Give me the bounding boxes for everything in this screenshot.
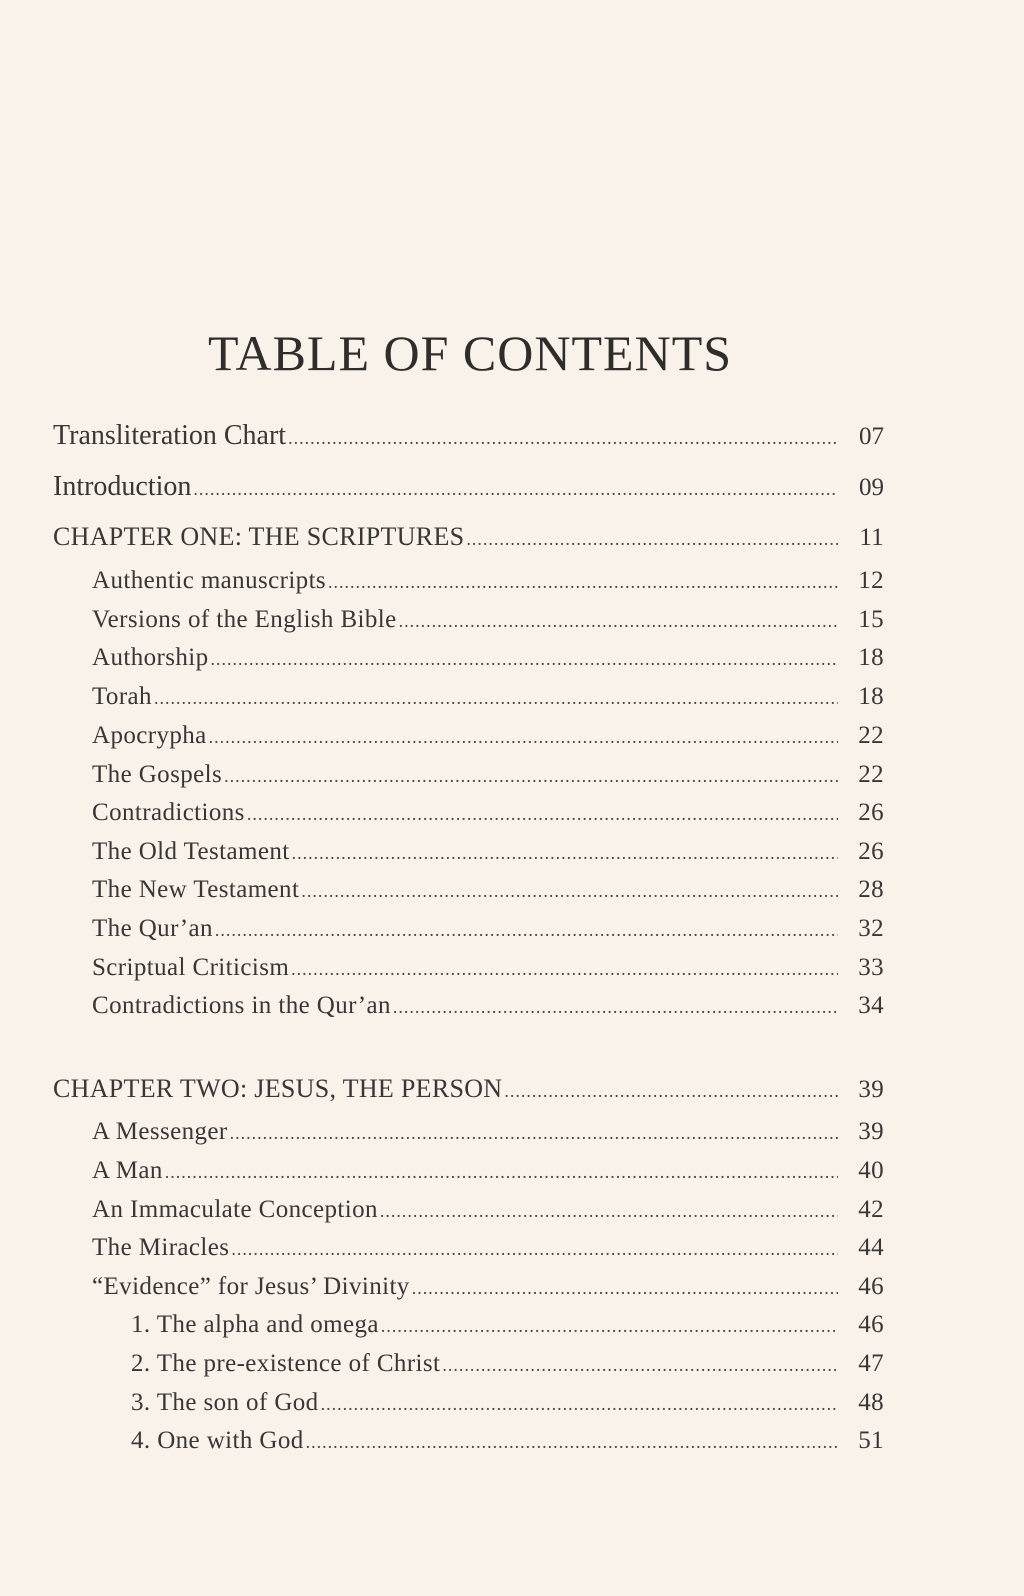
toc-chapter-entry xyxy=(53,1074,884,1104)
toc-entry xyxy=(92,876,884,904)
toc-entry xyxy=(92,799,884,827)
dot-leader xyxy=(193,479,838,500)
entry-page: 26 xyxy=(858,799,884,826)
entry-label: The New Testament xyxy=(92,876,300,903)
entry-page: 39 xyxy=(858,1076,884,1103)
entry-label: Scriptual Criticism xyxy=(92,954,290,981)
dot-leader xyxy=(321,1394,838,1415)
dot-leader xyxy=(393,997,838,1018)
entry-label: The Qur’an xyxy=(92,915,213,942)
entry-label: The Gospels xyxy=(92,761,223,788)
entry-label: Contradictions in the Qur’an xyxy=(92,992,391,1019)
entry-page: 15 xyxy=(858,606,884,633)
entry-label: A Man xyxy=(92,1157,163,1184)
entry-label: The Old Testament xyxy=(92,838,290,865)
entry-label: CHAPTER TWO: JESUS, THE PERSON xyxy=(53,1074,503,1103)
toc-entry xyxy=(92,644,884,672)
toc-entry xyxy=(92,838,884,866)
toc-entry xyxy=(92,954,884,982)
entry-page: 09 xyxy=(859,474,884,501)
entry-label: 4. One with God xyxy=(131,1427,304,1454)
toc-entry xyxy=(92,722,884,750)
entry-label: “Evidence” for Jesus’ Divinity xyxy=(92,1273,410,1300)
entry-label: Versions of the English Bible xyxy=(92,606,397,633)
toc-entry xyxy=(92,1157,884,1185)
entry-page: 48 xyxy=(858,1389,884,1416)
dot-leader xyxy=(328,572,838,593)
dot-leader xyxy=(381,1316,838,1337)
toc-entry xyxy=(92,761,884,789)
entry-page: 12 xyxy=(858,567,884,594)
dot-leader xyxy=(215,920,838,941)
toc-entry xyxy=(92,915,884,943)
toc-entry xyxy=(53,471,884,503)
entry-page: 40 xyxy=(858,1157,884,1184)
entry-page: 11 xyxy=(859,524,884,551)
toc-entry xyxy=(92,1118,884,1146)
toc-entry xyxy=(92,683,884,711)
entry-page: 28 xyxy=(858,876,884,903)
entry-label: The Miracles xyxy=(92,1234,230,1261)
toc-subentry xyxy=(131,1311,884,1339)
dot-leader xyxy=(211,649,839,670)
entry-page: 26 xyxy=(858,838,884,865)
entry-label: Transliteration Chart xyxy=(53,420,287,451)
dot-leader xyxy=(306,1432,838,1453)
entry-page: 51 xyxy=(858,1427,884,1454)
entry-label: Contradictions xyxy=(92,799,245,826)
entry-label: CHAPTER ONE: THE SCRIPTURES xyxy=(53,522,465,551)
entry-label: 3. The son of God xyxy=(131,1389,319,1416)
dot-leader xyxy=(399,611,838,632)
toc-entry xyxy=(92,606,884,634)
toc-entry xyxy=(92,567,884,595)
dot-leader xyxy=(301,881,838,902)
dot-leader xyxy=(230,1123,838,1144)
toc-entry xyxy=(92,992,884,1020)
toc-subentry xyxy=(131,1350,884,1378)
entry-page: 46 xyxy=(858,1311,884,1338)
dot-leader xyxy=(466,529,838,550)
entry-page: 32 xyxy=(858,915,884,942)
entry-label: Introduction xyxy=(53,471,192,502)
dot-leader xyxy=(231,1239,838,1260)
entry-page: 18 xyxy=(858,683,884,710)
toc-entry xyxy=(92,1196,884,1224)
dot-leader xyxy=(291,959,838,980)
entry-label: 2. The pre-existence of Christ xyxy=(131,1350,441,1377)
entry-page: 47 xyxy=(858,1350,884,1377)
dot-leader xyxy=(247,804,838,825)
dot-leader xyxy=(292,843,838,864)
entry-label: Apocrypha xyxy=(92,722,207,749)
entry-page: 34 xyxy=(858,992,884,1019)
entry-page: 44 xyxy=(858,1234,884,1261)
toc-entry xyxy=(92,1234,884,1262)
entry-page: 18 xyxy=(858,644,884,671)
entry-label: Authentic manuscripts xyxy=(92,567,327,594)
toc-subentry xyxy=(131,1427,884,1455)
dot-leader xyxy=(288,428,838,449)
toc-subentry xyxy=(131,1389,884,1417)
entry-page: 42 xyxy=(858,1196,884,1223)
dot-leader xyxy=(504,1081,838,1102)
dot-leader xyxy=(154,688,838,709)
entry-page: 22 xyxy=(858,722,884,749)
entry-page: 07 xyxy=(859,423,884,450)
dot-leader xyxy=(165,1162,838,1183)
dot-leader xyxy=(209,727,838,748)
dot-leader xyxy=(380,1201,838,1222)
toc-entry xyxy=(53,420,884,452)
entry-page: 46 xyxy=(858,1273,884,1300)
page-title: TABLE OF CONTENTS xyxy=(207,324,733,381)
dot-leader xyxy=(412,1278,838,1299)
toc-entry xyxy=(92,1273,884,1301)
entry-page: 22 xyxy=(858,761,884,788)
dot-leader xyxy=(442,1355,838,1376)
entry-label: A Messenger xyxy=(92,1118,228,1145)
entry-page: 39 xyxy=(858,1118,884,1145)
entry-label: Authorship xyxy=(92,644,209,671)
entry-label: 1. The alpha and omega xyxy=(131,1311,379,1338)
entry-label: Torah xyxy=(92,683,152,710)
entry-page: 33 xyxy=(858,954,884,981)
toc-chapter-entry xyxy=(53,522,884,552)
entry-label: An Immaculate Conception xyxy=(92,1196,378,1223)
dot-leader xyxy=(224,766,838,787)
